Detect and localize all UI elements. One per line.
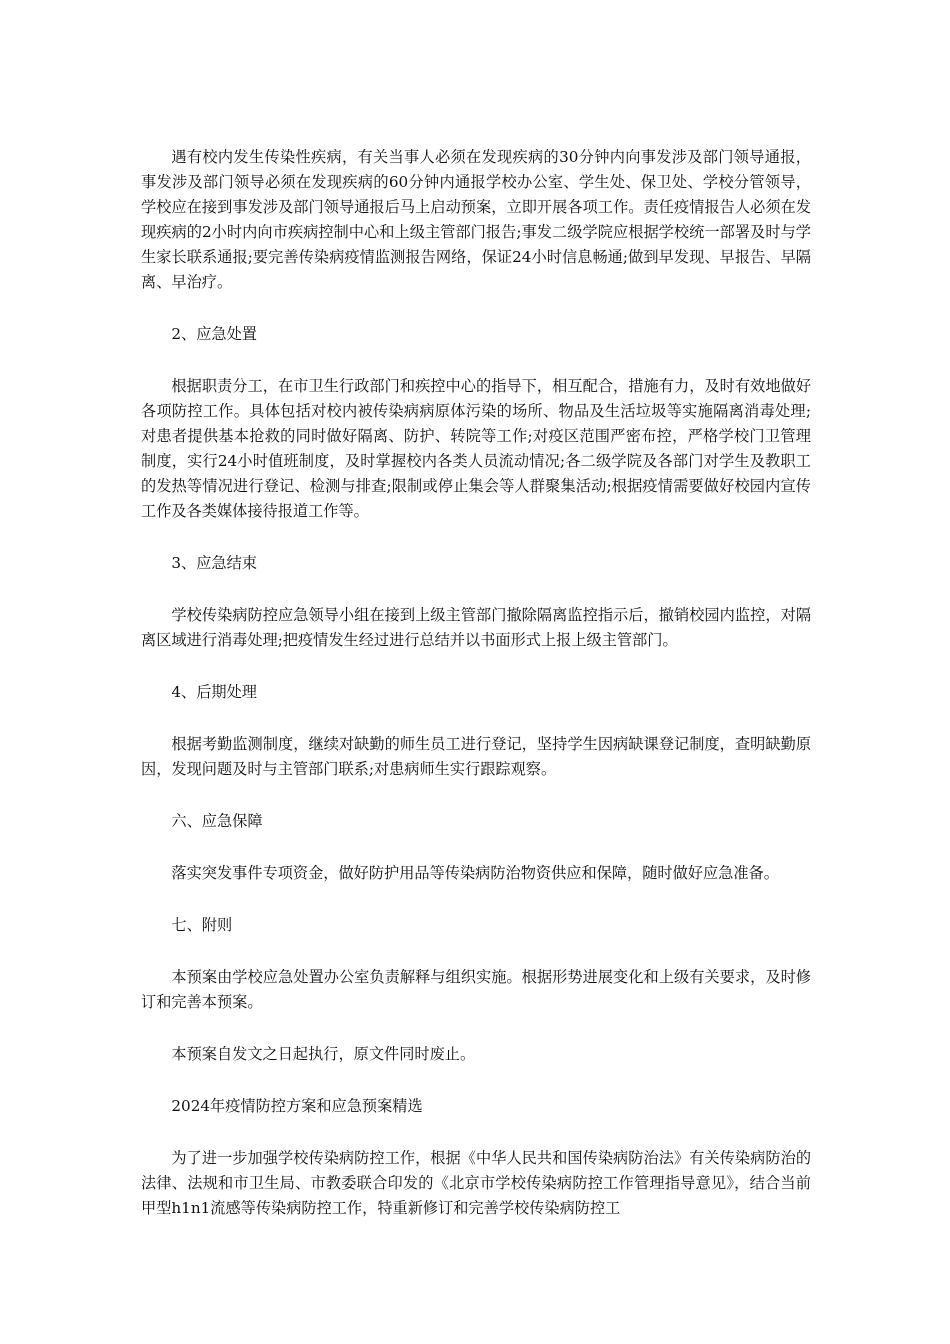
paragraph-appendix-interpretation: 本预案由学校应急处置办公室负责解释与组织实施。根据形势进展变化和上级有关要求，及时修订和完善本预案。 [141,968,811,1011]
paragraph-emergency-support: 落实突发事件专项资金，做好防护用品等传染病防治物资供应和保障，随时做好应急准备。 [171,864,779,882]
section-heading-emergency-end: 3、应急结束 [171,554,257,572]
paragraph-emergency-response: 根据职责分工，在市卫生行政部门和疾控中心的指导下，相互配合，措施有力，及时有效地做好各项防控工作。具体包括对校内被传染病病原体污染的场所、物品及生活垃圾等实施隔离消毒处理;对患者提供基本抢救的同时做好隔离、防护、转院等工作;对疫区范围严密布控，严格学校门卫管理制度，实行24小时值班制度，及时掌握校内各类人员流动情况;各二级学院及各部门对学生及教职工的发热等情况进行登记、检测与排查;限制或停止集会等人群聚集活动;根据疫情需要做好校园内宣传工作及各类媒体接待报道工作等。 [141,377,811,520]
section-heading-appendix: 七、附则 [171,916,233,934]
document-body [141,145,811,1248]
section-heading-follow-up: 4、后期处理 [171,683,257,701]
paragraph-appendix-effective: 本预案自发文之日起执行，原文件同时废止。 [171,1045,476,1063]
paragraph-introduction: 为了进一步加强学校传染病防控工作，根据《中华人民共和国传染病防治法》有关传染病防治的法律、法规和市卫生局、市教委联合印发的《北京市学校传染病防控工作管理指导意见》，结合当前甲型h1n1流感等传染病防控工作，特重新修订和完善学校传染病防控工 [141,1149,811,1217]
paragraph-emergency-end: 学校传染病防控应急领导小组在接到上级主管部门撤除隔离监控指示后，撤销校园内监控，对隔离区域进行消毒处理;把疫情发生经过进行总结并以书面形式上报上级主管部门。 [141,606,811,649]
paragraph-reporting: 遇有校内发生传染性疾病，有关当事人必须在发现疾病的30分钟内向事发涉及部门领导通报，事发涉及部门领导必须在发现疾病的60分钟内通报学校办公室、学生处、保卫处、学校分管领导，学校应在接到事发涉及部门领导通报后马上启动预案，立即开展各项工作。责任疫情报告人必须在发现疾病的2小时内向市疾病控制中心和上级主管部门报告;事发二级学院应根据学校统一部署及时与学生家长联系通报;要完善传染病疫情监测报告网络，保证24小时信息畅通;做到早发现、早报告、早隔离、早治疗。 [141,148,811,291]
document-subtitle: 2024年疫情防控方案和应急预案精选 [171,1097,423,1115]
section-heading-emergency-response: 2、应急处置 [171,325,257,343]
paragraph-follow-up: 根据考勤监测制度，继续对缺勤的师生员工进行登记，坚持学生因病缺课登记制度，查明缺勤原因，发现问题及时与主管部门联系;对患病师生实行跟踪观察。 [141,735,811,778]
section-heading-emergency-support: 六、应急保障 [171,812,263,830]
